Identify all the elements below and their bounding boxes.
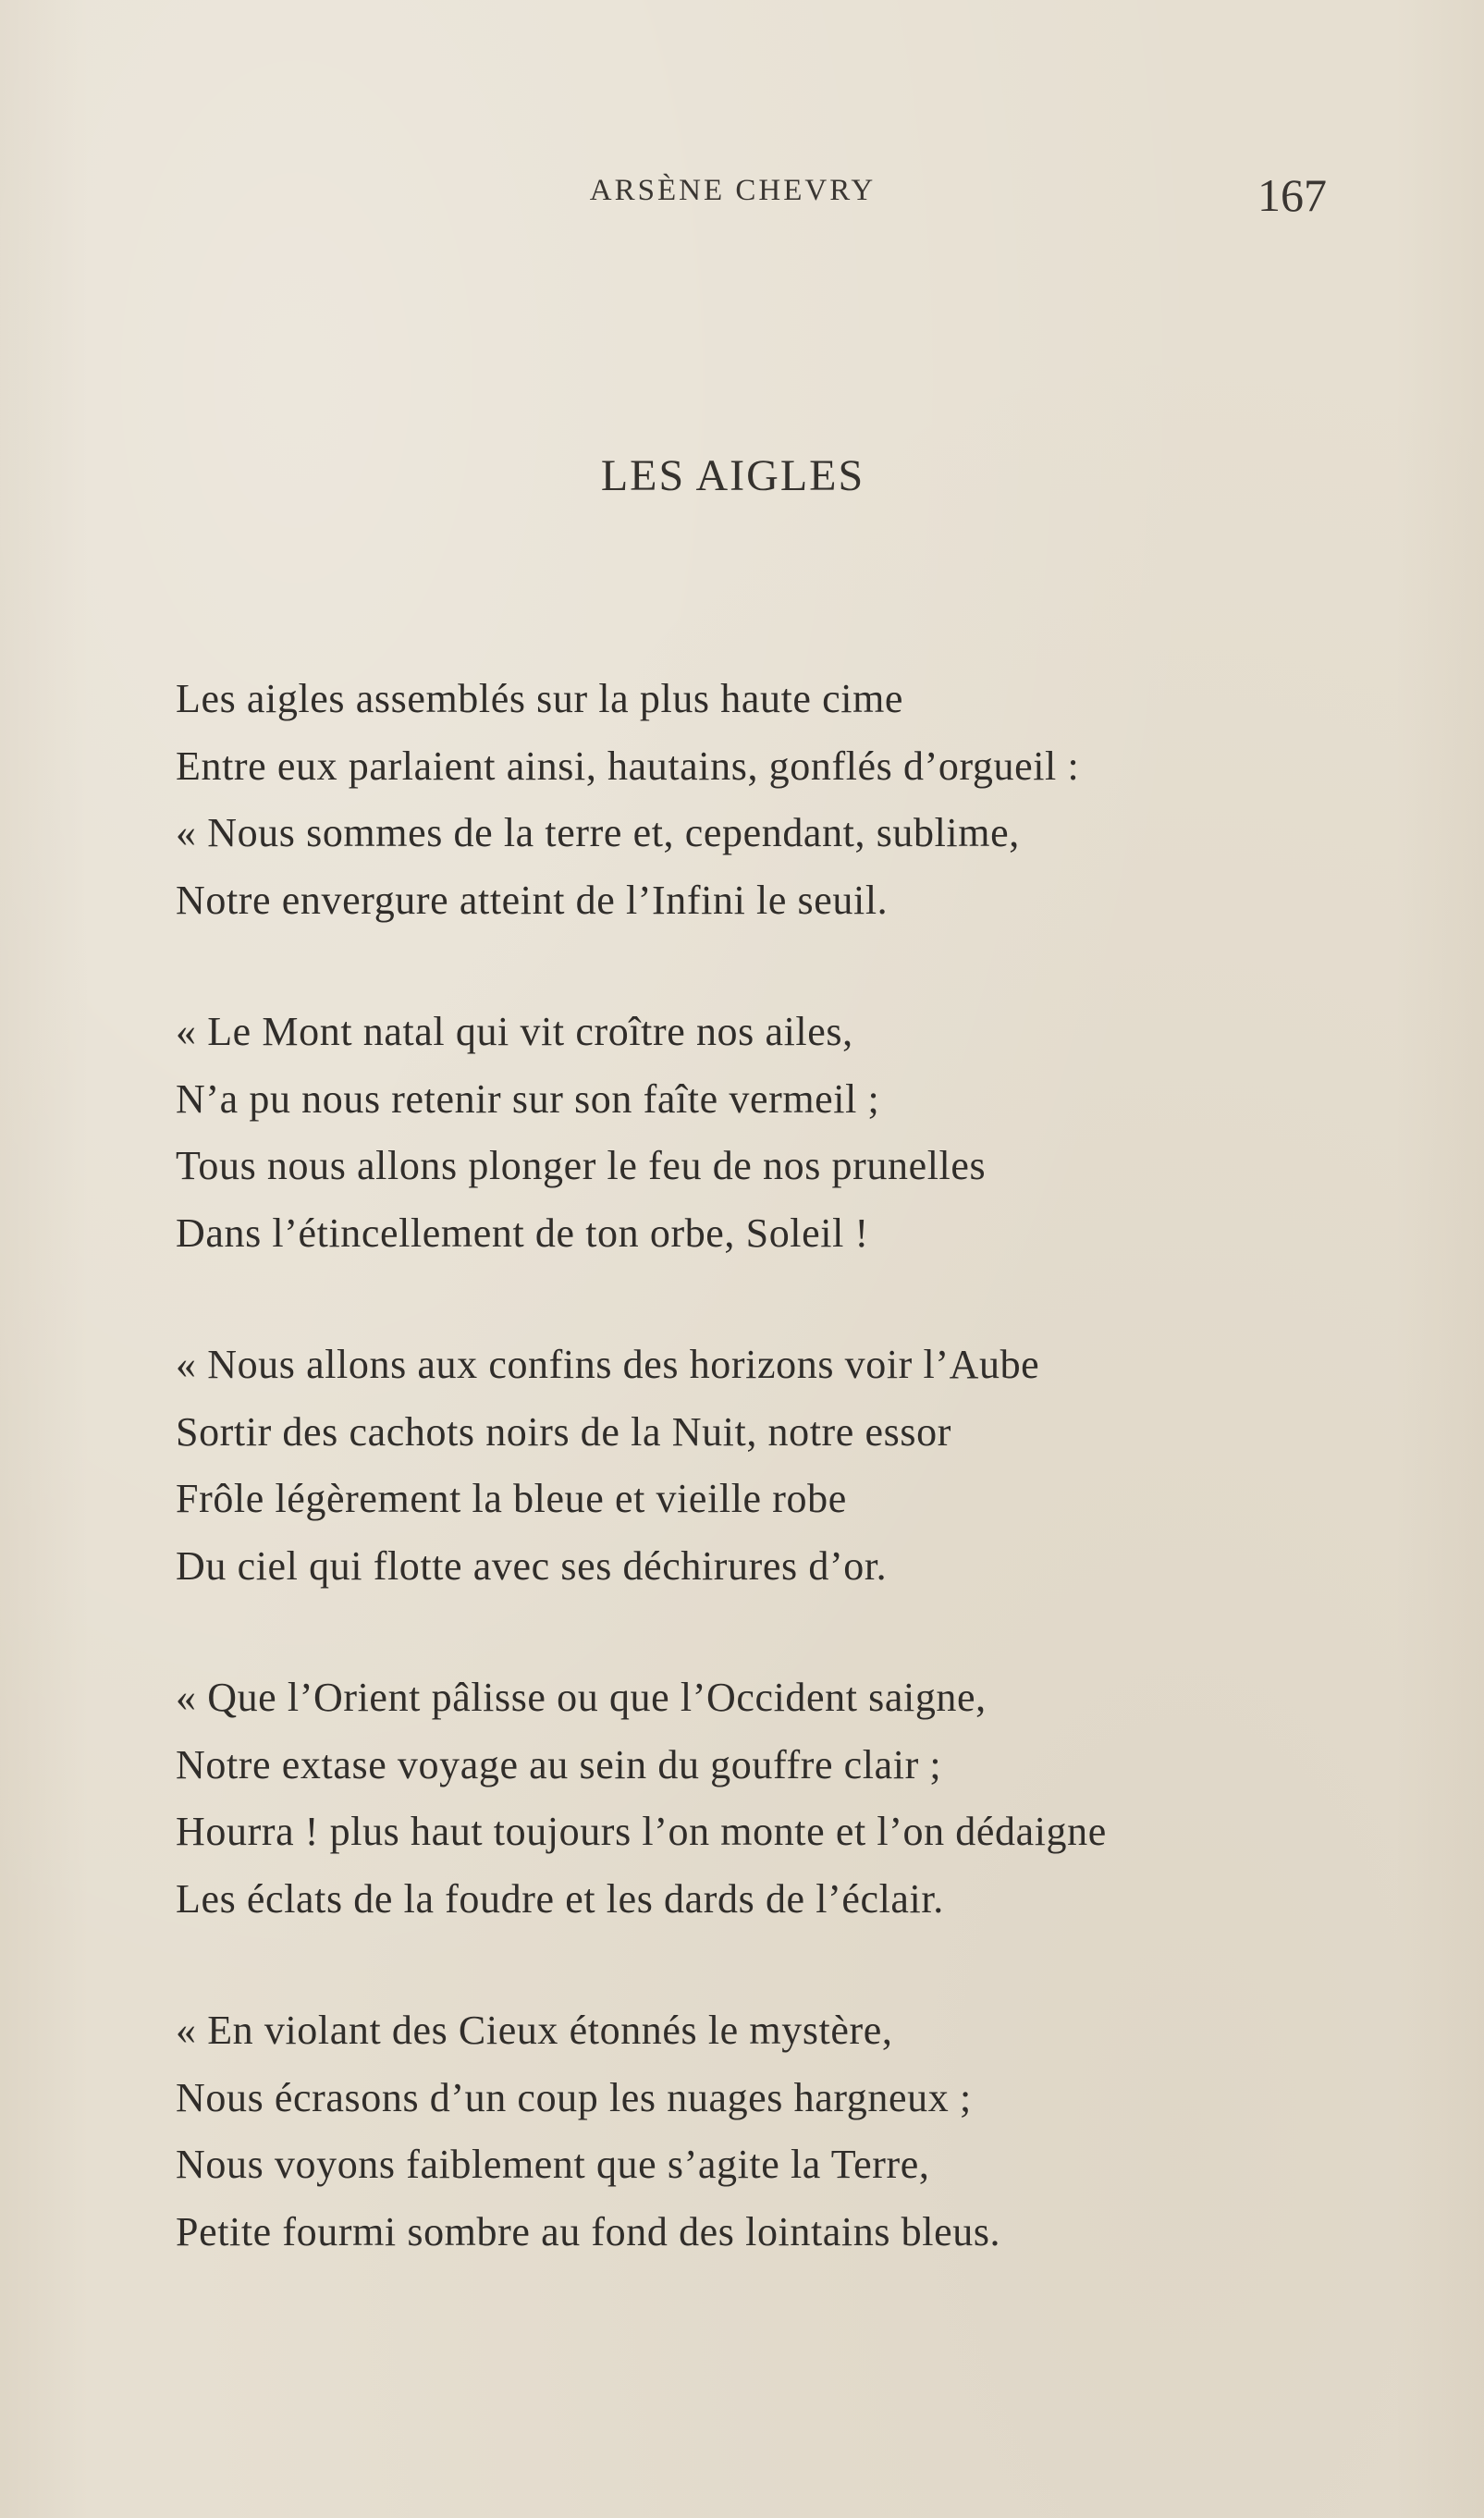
verse-line: Les éclats de la foudre et les dards de l’éclair. xyxy=(176,1875,944,1922)
verse-line: Hourra ! plus haut toujours l’on monte et l’on dédaigne xyxy=(176,1809,1107,1854)
poem-title: LES AIGLES xyxy=(600,451,865,500)
verse-line: N’a pu nous retenir sur son faîte vermeil ; xyxy=(176,1075,880,1122)
verse-line: Dans l’étincellement de ton orbe, Soleil ! xyxy=(176,1210,869,1256)
verse-line: « Que l’Orient pâlisse ou que l’Occident saigne, xyxy=(176,1675,987,1720)
verse-line: « Nous allons aux confins des horizons voir l’Aube xyxy=(176,1342,1040,1387)
verse-line: Notre extase voyage au sein du gouffre clair ; xyxy=(176,1741,942,1787)
verse-line: Petite fourmi sombre au fond des lointains bleus. xyxy=(176,2208,1001,2254)
verse-line: Les aigles assemblés sur la plus haute cime xyxy=(176,676,904,721)
verse-line: Sortir des cachots noirs de la Nuit, notre essor xyxy=(176,1408,951,1455)
running-title: ARSÈNE CHEVRY xyxy=(589,174,877,207)
verse-line: Nous écrasons d’un coup les nuages hargneux ; xyxy=(176,2074,972,2120)
verse-line: « En violant des Cieux étonnés le mystère, xyxy=(176,2008,893,2053)
stanza-4 xyxy=(176,1664,1378,1933)
stanza-3 xyxy=(176,1332,1378,1600)
verse-line: Entre eux parlaient ainsi, hautains, gonflés d’orgueil : xyxy=(176,743,1080,789)
verse-line: « Nous sommes de la terre et, cependant, sublime, xyxy=(176,810,1020,855)
stanza-1 xyxy=(176,666,1378,934)
stanza-2 xyxy=(176,999,1378,1267)
stanza-5 xyxy=(176,1997,1378,2266)
verse-line: Tous nous allons plonger le feu de nos prunelles xyxy=(176,1143,987,1188)
verse-line: Frôle légèrement la bleue et vieille robe xyxy=(176,1476,847,1521)
verse-line: Nous voyons faiblement que s’agite la Terre, xyxy=(176,2142,930,2187)
verse-line: « Le Mont natal qui vit croître nos ailes, xyxy=(176,1009,853,1054)
verse-line: Du ciel qui flotte avec ses déchirures d’or. xyxy=(176,1542,888,1589)
running-head xyxy=(0,169,1484,229)
page-number: 167 xyxy=(1257,169,1327,221)
verse-line: Notre envergure atteint de l’Infini le seuil. xyxy=(176,877,889,923)
poem-body xyxy=(176,666,1378,2330)
